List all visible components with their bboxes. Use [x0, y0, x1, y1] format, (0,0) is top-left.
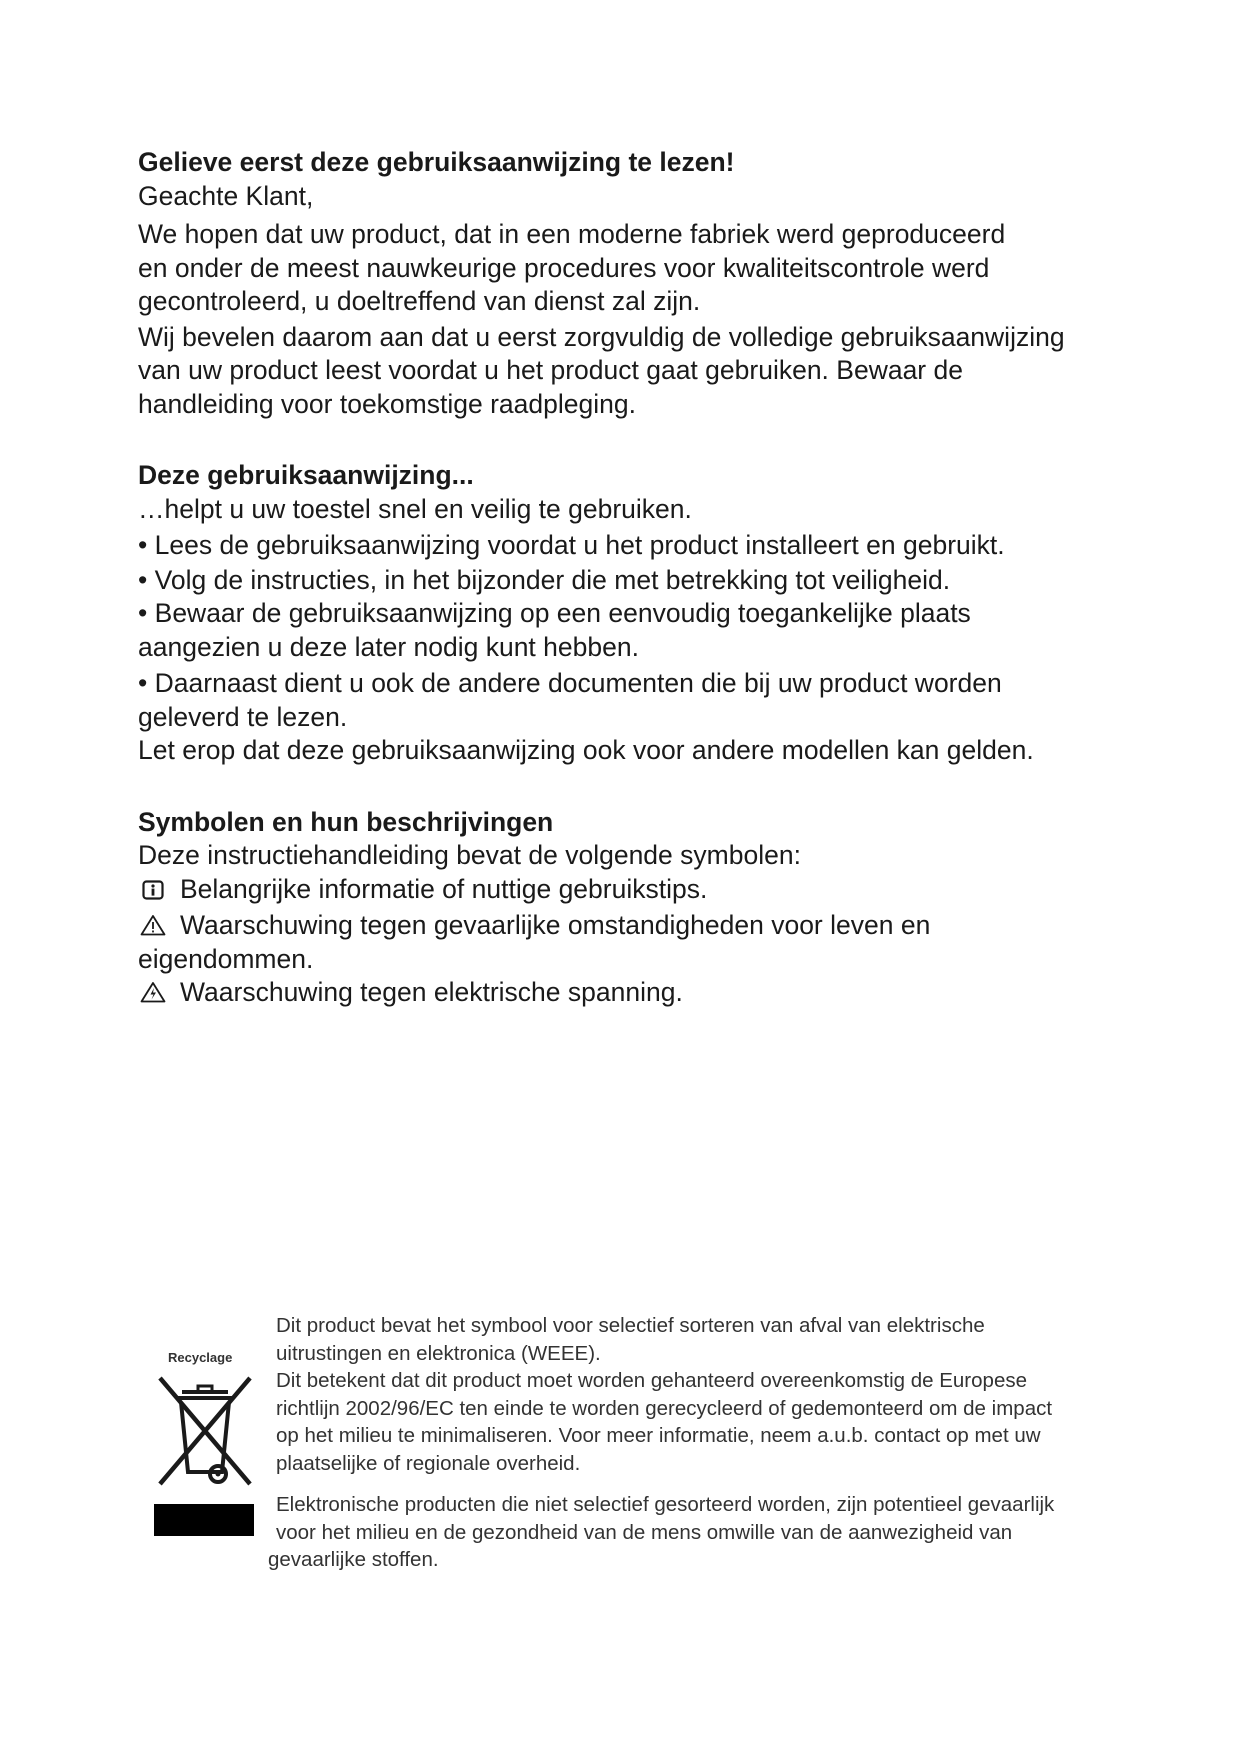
manual-lead: …helpt u uw toestel snel en veilig te gebruiken.	[138, 493, 692, 524]
salutation: Geachte Klant,	[138, 180, 314, 211]
symbol-info-row: Belangrijke informatie of nuttige gebruikstips.	[138, 873, 1098, 907]
bullet-item: • Volg de instructies, in het bijzonder die met betrekking tot veiligheid.	[138, 564, 1098, 598]
bullet-item: • Bewaar de gebruiksaanwijzing op een eenvoudig toegankelijke plaats aangezien u deze later nodig kunt hebben.	[138, 597, 1098, 664]
weee-paragraph-1: Dit product bevat het symbool voor selectief sorteren van afval van elektrische uitrustingen en elektronica (WEEE). Dit betekent dat dit product moet worden gehanteerd overeenkomstig de Europese richtlijn 2002/96/EC ten einde te worden gerecycleerd of gedemonteerd om de impact op het milieu te minimaliseren. Voor meer informatie, neem a.u.b. contact op met uw plaatselijke of regionale overheid.	[276, 1314, 1053, 1475]
weee-text	[268, 1312, 1116, 1574]
symbol-electric-row: Waarschuwing tegen elektrische spanning.	[138, 976, 1098, 1010]
symbols-heading: Symbolen en hun beschrijvingen	[138, 806, 554, 837]
intro-paragraph-2: Wij bevelen daarom aan dat u eerst zorgvuldig de volledige gebruiksaanwijzing van uw product leest voordat u het product gaat gebruiken. Bewaar de handleiding voor toekomstige raadpleging.	[138, 321, 1065, 419]
bullet-item: • Daarnaast dient u ook de andere documenten die bij uw product worden geleverd te lezen.	[138, 667, 1098, 734]
symbol-warning-row: Waarschuwing tegen gevaarlijke omstandigheden voor leven en eigendommen.	[138, 910, 931, 974]
manual-note: Let erop dat deze gebruiksaanwijzing ook voor andere modellen kan gelden.	[138, 735, 1034, 765]
recyclage-label: Recyclage	[168, 1350, 233, 1365]
black-bar	[154, 1504, 254, 1536]
info-icon	[138, 873, 168, 907]
electric-warning-icon	[138, 976, 168, 1010]
warning-triangle-icon	[138, 909, 168, 943]
bullet-item: • Lees de gebruiksaanwijzing voordat u het product installeert en gebruikt.	[138, 529, 1098, 563]
document-body	[138, 146, 1098, 1010]
intro-paragraph-1: We hopen dat uw product, dat in een moderne fabriek werd geproduceerd en onder de meest nauwkeurige procedures voor kwaliteitscontrole werd gecontroleerd, u doeltreffend van dienst zal zijn.	[138, 219, 1006, 316]
symbols-lead: Deze instructiehandleiding bevat de volgende symbolen:	[138, 840, 801, 870]
intro-heading: Gelieve eerst deze gebruiksaanwijzing te lezen!	[138, 147, 735, 177]
crossed-bin-icon	[154, 1368, 256, 1490]
manual-heading: Deze gebruiksaanwijzing...	[138, 460, 474, 490]
weee-paragraph-2: Elektronische producten die niet selectief gesorteerd worden, zijn potentieel gevaarlijk voor het milieu en de gezondheid van de mens omwille van de aanwezigheid van gevaarlijke stoffen.	[268, 1493, 1055, 1571]
